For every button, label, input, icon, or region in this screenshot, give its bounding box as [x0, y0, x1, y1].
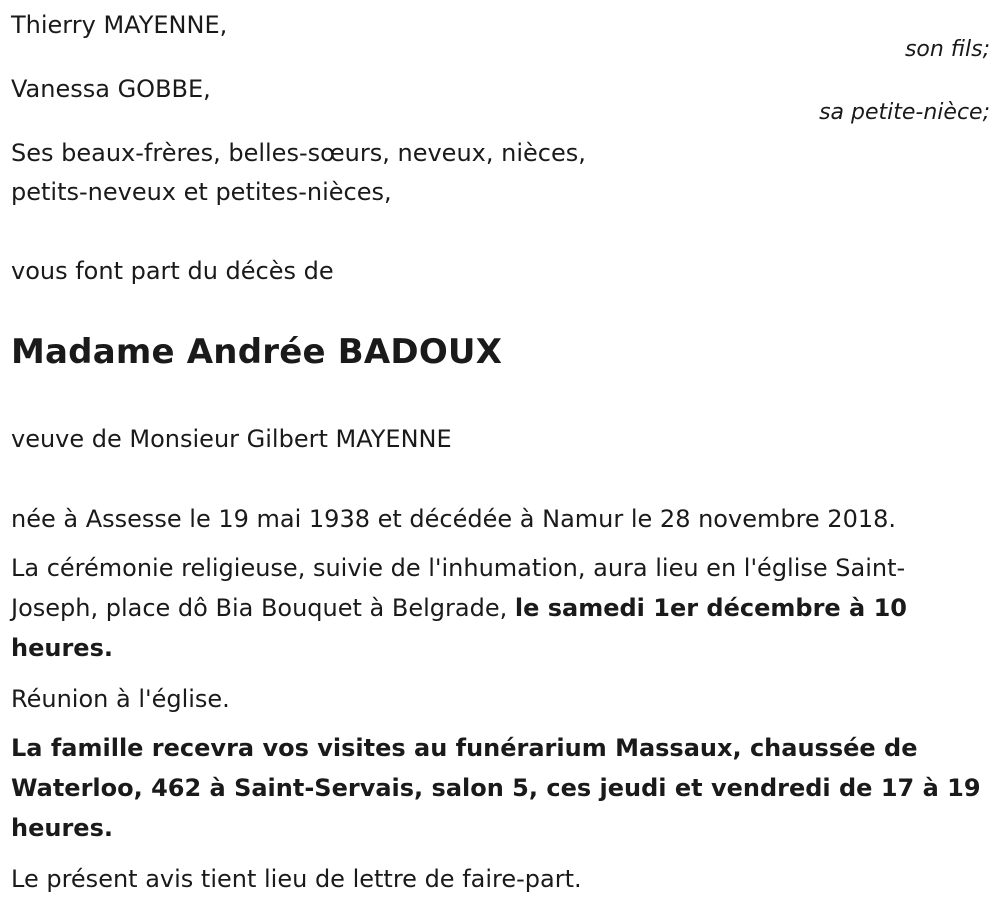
- ceremony-paragraph: [11, 548, 991, 668]
- deceased-name: Madame Andrée BADOUX: [11, 332, 503, 372]
- family-member-name-2: Vanessa GOBBE,: [11, 75, 211, 103]
- family-member-relation-1: son fils;: [904, 37, 990, 62]
- family-member-relation-2: sa petite-nièce;: [819, 100, 990, 125]
- closing-text: Le présent avis tient lieu de lettre de faire-part.: [11, 865, 582, 893]
- visits-paragraph: La famille recevra vos visites au funérarium Massaux, chaussée de Waterloo, 462 à Saint-Servais, salon 5, ces jeudi et vendredi de 17 à 19 heures.: [11, 734, 981, 842]
- birth-death-text: née à Assesse le 19 mai 1938 et décédée à Namur le 28 novembre 2018.: [11, 505, 897, 533]
- reunion-text: Réunion à l'église.: [11, 685, 230, 713]
- relatives-line-2: petits-neveux et petites-nièces,: [11, 178, 392, 206]
- ceremony-time: le samedi 1er décembre à 10 heures.: [11, 594, 907, 662]
- widow-of-text: veuve de Monsieur Gilbert MAYENNE: [11, 425, 452, 453]
- ceremony-text: La cérémonie religieuse, suivie de l'inhumation, aura lieu en l'église Saint-Joseph, place dô Bia Bouquet à Belgrade,: [11, 554, 906, 622]
- announcement-text: vous font part du décès de: [11, 257, 334, 285]
- relatives-line-1: Ses beaux-frères, belles-sœurs, neveux, nièces,: [11, 139, 586, 167]
- family-member-name-1: Thierry MAYENNE,: [11, 11, 228, 39]
